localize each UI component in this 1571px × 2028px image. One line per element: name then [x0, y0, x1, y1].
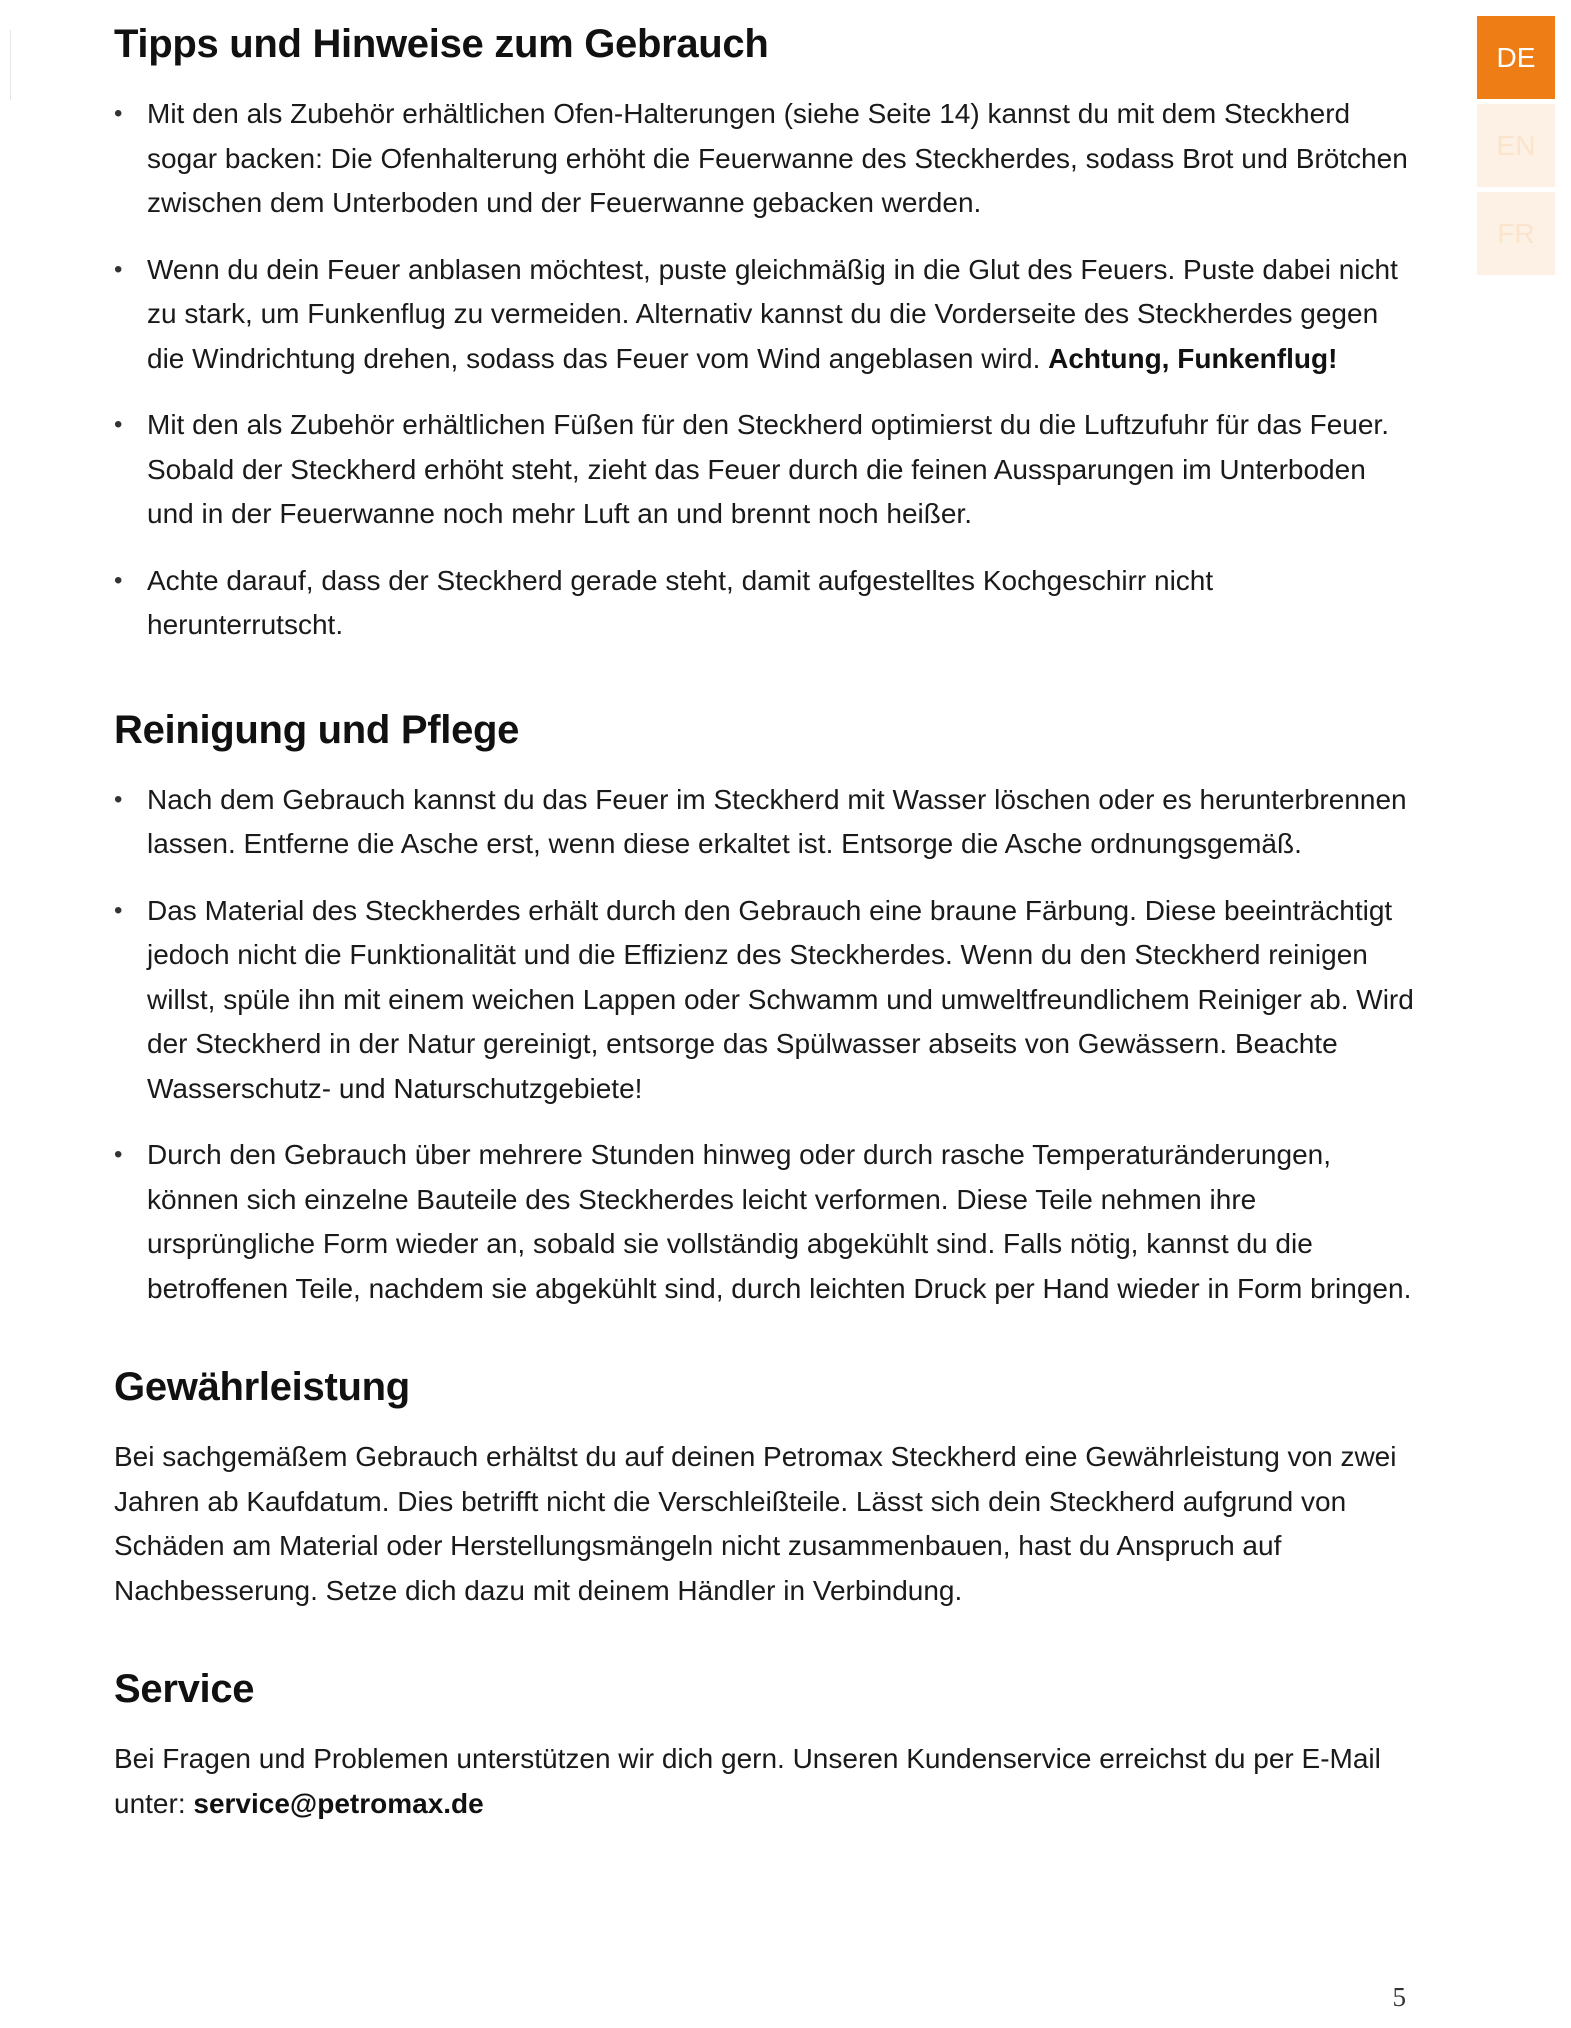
section-service [114, 1659, 1414, 1826]
heading-service: Service [114, 1667, 255, 1711]
lang-tab-de[interactable]: DE [1477, 16, 1555, 99]
tips-list [114, 92, 1414, 648]
bullet-icon: • [114, 1141, 123, 1168]
list-item: • Mit den als Zubehör erhältlichen Ofen-Halterungen (siehe Seite 14) kannst du mit dem Steckherd sogar backen: Die Ofenhalterung erhöht die Feuerwanne des Steckherdes, sodass Brot und Brötchen zwischen dem Unterboden und der Feuerwanne gebacken werden. [114, 92, 1414, 226]
list-item: • Durch den Gebrauch über mehrere Stunden hinweg oder durch rasche Temperaturänderungen, können sich einzelne Bauteile des Steckherdes leicht verformen. Diese Teile nehmen ihre ursprüngliche Form wieder an, sobald sie vollständig abgekühlt sind. Falls nötig, kannst du die betroffenen Teile, nachdem sie abgekühlt sind, durch leichten Druck per Hand wieder in Form bringen. [114, 1133, 1414, 1311]
section-cleaning [114, 700, 1414, 1312]
page-number: 5 [1392, 1982, 1406, 2012]
bullet-icon: • [114, 100, 123, 127]
list-item: • Das Material des Steckherdes erhält durch den Gebrauch eine braune Färbung. Diese beeinträchtigt jedoch nicht die Funktionalität und die Effizienz des Steckherdes. Wenn du den Steckherd reinigen willst, spüle ihn mit einem weichen Lappen oder Schwamm und umweltfreundlichem Reiniger ab. Wird der Steckherd in der Natur gereinigt, entsorge das Spülwasser abseits von Gewässern. Beachte Wasserschutz- und Naturschutzgebiete! [114, 889, 1414, 1112]
section-tips [114, 14, 1414, 648]
lang-tab-en[interactable]: EN [1477, 104, 1555, 187]
heading-cleaning: Reinigung und Pflege [114, 707, 520, 752]
list-item: • Wenn du dein Feuer anblasen möchtest, puste gleichmäßig in die Glut des Feuers. Puste dabei nicht zu stark, um Funkenflug zu vermeiden. Alternativ kannst du die Vorderseite des Steckherdes gegen die Windrichtung drehen, sodass das Feuer vom Wind angeblasen wird. Achtung, Funkenflug! [114, 248, 1414, 382]
language-tabs [1477, 16, 1555, 280]
list-item: • Mit den als Zubehör erhältlichen Füßen für den Steckherd optimierst du die Luftzufuhr für das Feuer. Sobald der Steckherd erhöht steht, zieht das Feuer durch die feinen Aussparungen im Unterboden und in der Feuerwanne noch mehr Luft an und brennt noch heißer. [114, 403, 1414, 537]
heading-tips: Tipps und Hinweise zum Gebrauch [114, 22, 769, 66]
heading-warranty: Gewährleistung [114, 1365, 410, 1409]
bullet-icon: • [114, 255, 123, 283]
document-content [114, 14, 1414, 1872]
bullet-icon: • [114, 785, 123, 813]
lang-tab-fr[interactable]: FR [1477, 192, 1555, 275]
list-item: • Achte darauf, dass der Steckherd gerade steht, damit aufgestelltes Kochgeschirr nicht herunterrutscht. [114, 559, 1414, 648]
service-text: Bei Fragen und Problemen unterstützen wir dich gern. Unseren Kundenservice erreichst du per E-Mail unter: service@petromax.de [114, 1743, 1381, 1819]
bullet-icon: • [114, 566, 123, 594]
bullet-icon: • [114, 896, 123, 924]
cleaning-list [114, 778, 1414, 1312]
section-warranty [114, 1357, 1414, 1613]
warning-text: Achtung, Funkenflug! [1048, 342, 1338, 374]
warranty-text: Bei sachgemäßem Gebrauch erhältst du auf deinen Petromax Steckherd eine Gewährleistung von zwei Jahren ab Kaufdatum. Dies betrifft nicht die Verschleißteile. Lässt sich dein Steckherd aufgrund von Schäden am Material oder Herstellungsmängeln nicht zusammenbauen, hast du Anspruch auf Nachbesserung. Setze dich dazu mit deinem Händler in Verbindung. [114, 1441, 1397, 1606]
service-email-link[interactable]: service@petromax.de [193, 1787, 484, 1819]
page-margin-line [10, 30, 11, 100]
bullet-icon: • [114, 411, 123, 438]
list-item: • Nach dem Gebrauch kannst du das Feuer im Steckherd mit Wasser löschen oder es herunterbrennen lassen. Entferne die Asche erst, wenn diese erkaltet ist. Entsorge die Asche ordnungsgemäß. [114, 778, 1414, 867]
